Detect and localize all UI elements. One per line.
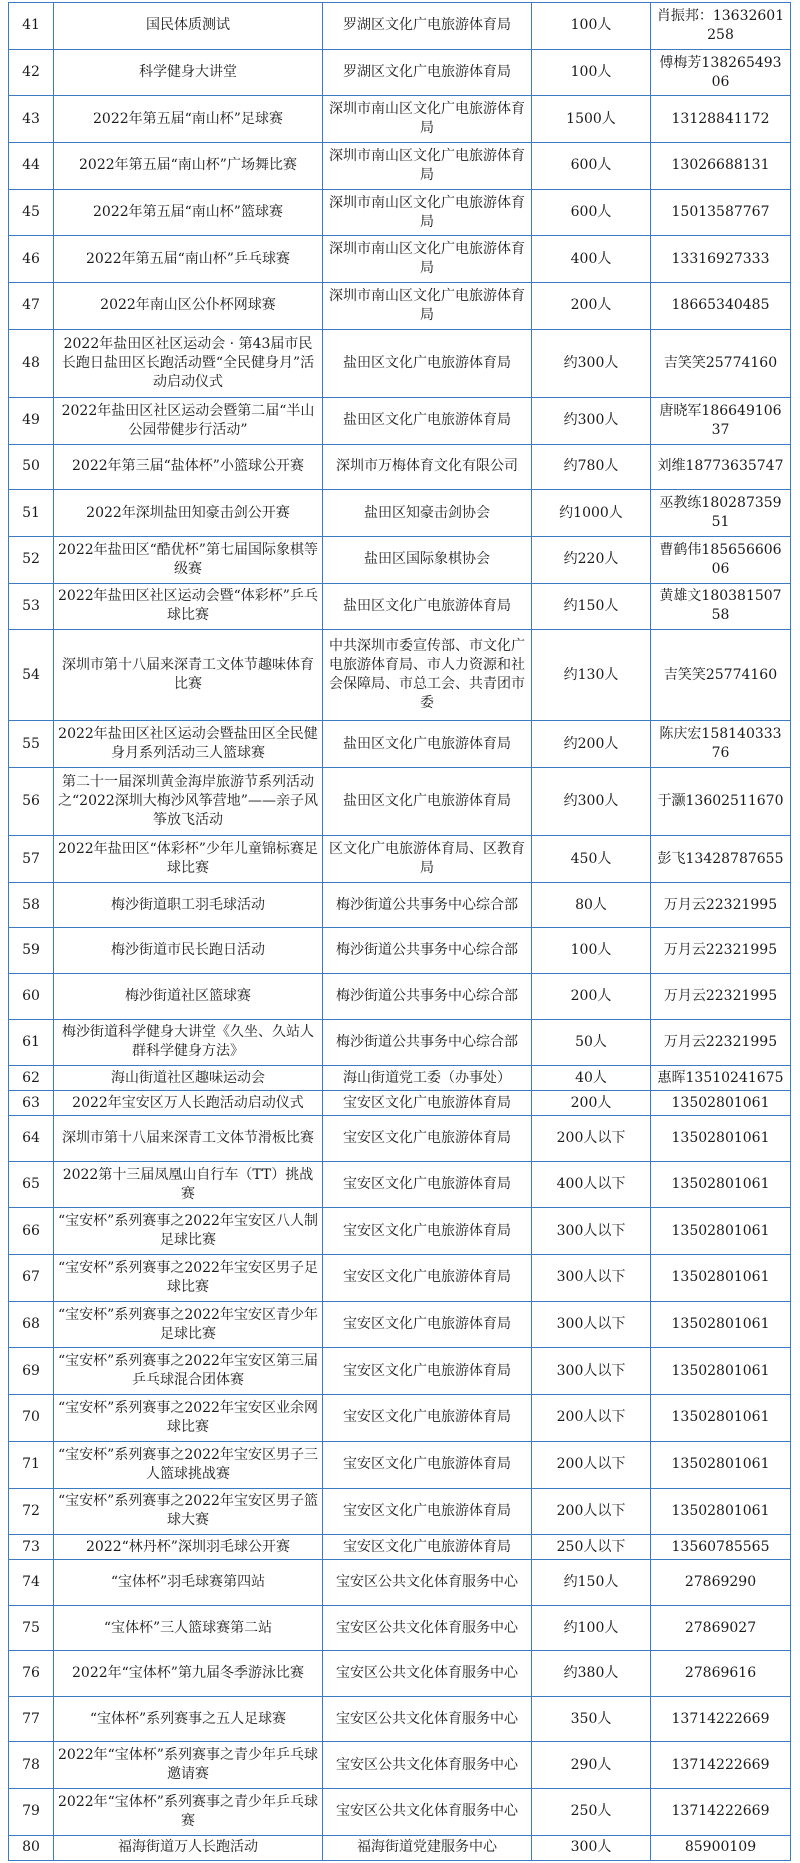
contact-info: 于灏13602511670 bbox=[651, 767, 791, 835]
participant-scale: 200人以下 bbox=[532, 1488, 651, 1535]
organizer: 盐田区文化广电旅游体育局 bbox=[323, 767, 532, 835]
organizer: 梅沙街道公共事务中心综合部 bbox=[323, 974, 532, 1020]
participant-scale: 约300人 bbox=[532, 767, 651, 835]
contact-info: 万月云22321995 bbox=[651, 1019, 791, 1066]
organizer: 宝安区公共文化体育服务中心 bbox=[323, 1696, 532, 1742]
organizer: 深圳市南山区文化广电旅游体育局 bbox=[323, 283, 532, 330]
table-row bbox=[9, 836, 791, 883]
participant-scale: 600人 bbox=[532, 189, 651, 236]
table-row bbox=[9, 3, 791, 50]
contact-info: 15013587767 bbox=[651, 189, 791, 236]
row-number: 54 bbox=[9, 630, 54, 721]
contact-info: 傅梅芳13826549306 bbox=[651, 49, 791, 96]
table-row bbox=[9, 882, 791, 928]
event-name: 2022年盐田区“酷优杯”第七届国际象棋等级赛 bbox=[54, 536, 323, 583]
event-name: 2022第十三届凤凰山自行车（TT）挑战赛 bbox=[54, 1161, 323, 1208]
organizer: 深圳市南山区文化广电旅游体育局 bbox=[323, 189, 532, 236]
participant-scale: 300人以下 bbox=[532, 1301, 651, 1348]
table-row bbox=[9, 630, 791, 721]
contact-info: 27869290 bbox=[651, 1560, 791, 1606]
contact-info: 陈庆宏15814033376 bbox=[651, 721, 791, 768]
table-row bbox=[9, 1301, 791, 1348]
participant-scale: 300人以下 bbox=[532, 1255, 651, 1302]
row-number: 44 bbox=[9, 143, 54, 190]
contact-info: 吉笑笑25774160 bbox=[651, 329, 791, 397]
organizer: 盐田区国际象棋协会 bbox=[323, 536, 532, 583]
participant-scale: 40人 bbox=[532, 1066, 651, 1091]
row-number: 43 bbox=[9, 96, 54, 143]
row-number: 46 bbox=[9, 236, 54, 283]
row-number: 65 bbox=[9, 1161, 54, 1208]
participant-scale: 300人以下 bbox=[532, 1348, 651, 1395]
contact-info: 13502801061 bbox=[651, 1255, 791, 1302]
contact-info: 彭飞13428787655 bbox=[651, 836, 791, 883]
participant-scale: 约380人 bbox=[532, 1651, 651, 1697]
row-number: 58 bbox=[9, 882, 54, 928]
participant-scale: 350人 bbox=[532, 1696, 651, 1742]
event-name: 2022“林丹杯”深圳羽毛球公开赛 bbox=[54, 1535, 323, 1560]
organizer: 罗湖区文化广电旅游体育局 bbox=[323, 3, 532, 50]
event-name: 海山街道社区趣味运动会 bbox=[54, 1066, 323, 1091]
organizer: 宝安区公共文化体育服务中心 bbox=[323, 1605, 532, 1651]
table-row bbox=[9, 1255, 791, 1302]
event-name: 2022年盐田区社区运动会暨第二届“半山公园带健步行活动” bbox=[54, 398, 323, 445]
row-number: 49 bbox=[9, 398, 54, 445]
participant-scale: 约130人 bbox=[532, 630, 651, 721]
row-number: 73 bbox=[9, 1535, 54, 1560]
participant-scale: 100人 bbox=[532, 49, 651, 96]
organizer: 宝安区文化广电旅游体育局 bbox=[323, 1116, 532, 1162]
event-name: 2022年“宝体杯”第九届冬季游泳比赛 bbox=[54, 1651, 323, 1697]
table-row bbox=[9, 1742, 791, 1789]
organizer: 宝安区文化广电旅游体育局 bbox=[323, 1161, 532, 1208]
organizer: 海山街道党工委（办事处） bbox=[323, 1066, 532, 1091]
row-number: 68 bbox=[9, 1301, 54, 1348]
participant-scale: 200人以下 bbox=[532, 1395, 651, 1442]
organizer: 盐田区文化广电旅游体育局 bbox=[323, 721, 532, 768]
organizer: 宝安区文化广电旅游体育局 bbox=[323, 1301, 532, 1348]
table-row bbox=[9, 1066, 791, 1091]
event-name: “宝安杯”系列赛事之2022年宝安区男子足球比赛 bbox=[54, 1255, 323, 1302]
participant-scale: 250人以下 bbox=[532, 1535, 651, 1560]
row-number: 71 bbox=[9, 1441, 54, 1488]
participant-scale: 400人以下 bbox=[532, 1161, 651, 1208]
row-number: 62 bbox=[9, 1066, 54, 1091]
organizer: 罗湖区文化广电旅游体育局 bbox=[323, 49, 532, 96]
participant-scale: 200人 bbox=[532, 283, 651, 330]
event-name: “宝体杯”系列赛事之五人足球赛 bbox=[54, 1696, 323, 1742]
participant-scale: 100人 bbox=[532, 928, 651, 974]
row-number: 66 bbox=[9, 1208, 54, 1255]
event-name: 2022年第五届“南山杯”广场舞比赛 bbox=[54, 143, 323, 190]
contact-info: 13502801061 bbox=[651, 1348, 791, 1395]
organizer: 宝安区文化广电旅游体育局 bbox=[323, 1255, 532, 1302]
contact-info: 18665340485 bbox=[651, 283, 791, 330]
contact-info: 唐晓军18664910637 bbox=[651, 398, 791, 445]
table-row bbox=[9, 444, 791, 490]
event-name: 2022年第三届“盐体杯”小篮球公开赛 bbox=[54, 444, 323, 490]
organizer: 区文化广电旅游体育局、区教育局 bbox=[323, 836, 532, 883]
contact-info: 肖振邦：13632601258 bbox=[651, 3, 791, 50]
contact-info: 巫教练18028735951 bbox=[651, 490, 791, 537]
organizer: 盐田区知豪击剑协会 bbox=[323, 490, 532, 537]
event-name: “宝安杯”系列赛事之2022年宝安区第三届乒乓球混合团体赛 bbox=[54, 1348, 323, 1395]
event-name: 国民体质测试 bbox=[54, 3, 323, 50]
participant-scale: 450人 bbox=[532, 836, 651, 883]
organizer: 福海街道党建服务中心 bbox=[323, 1835, 532, 1860]
table-row bbox=[9, 721, 791, 768]
table-row bbox=[9, 236, 791, 283]
participant-scale: 400人 bbox=[532, 236, 651, 283]
table-row bbox=[9, 1789, 791, 1836]
table-row bbox=[9, 398, 791, 445]
event-name: 深圳市第十八届来深青工文体节趣味体育比赛 bbox=[54, 630, 323, 721]
organizer: 宝安区文化广电旅游体育局 bbox=[323, 1535, 532, 1560]
participant-scale: 250人 bbox=[532, 1789, 651, 1836]
organizer: 宝安区文化广电旅游体育局 bbox=[323, 1488, 532, 1535]
table-row bbox=[9, 1835, 791, 1860]
organizer: 中共深圳市委宣传部、市文化广电旅游体育局、市人力资源和社会保障局、市总工会、共青团市委 bbox=[323, 630, 532, 721]
row-number: 77 bbox=[9, 1696, 54, 1742]
organizer: 宝安区文化广电旅游体育局 bbox=[323, 1208, 532, 1255]
organizer: 盐田区文化广电旅游体育局 bbox=[323, 398, 532, 445]
participant-scale: 50人 bbox=[532, 1019, 651, 1066]
contact-info: 曹鹤伟18565660606 bbox=[651, 536, 791, 583]
event-name: 科学健身大讲堂 bbox=[54, 49, 323, 96]
participant-scale: 600人 bbox=[532, 143, 651, 190]
organizer: 梅沙街道公共事务中心综合部 bbox=[323, 1019, 532, 1066]
contact-info: 13026688131 bbox=[651, 143, 791, 190]
participant-scale: 约200人 bbox=[532, 721, 651, 768]
event-name: 2022年盐田区“体彩杯”少年儿童锦标赛足球比赛 bbox=[54, 836, 323, 883]
row-number: 59 bbox=[9, 928, 54, 974]
row-number: 75 bbox=[9, 1605, 54, 1651]
event-name: 福海街道万人长跑活动 bbox=[54, 1835, 323, 1860]
event-name: “宝安杯”系列赛事之2022年宝安区青少年足球比赛 bbox=[54, 1301, 323, 1348]
contact-info: 13714222669 bbox=[651, 1789, 791, 1836]
participant-scale: 约150人 bbox=[532, 583, 651, 630]
table-row bbox=[9, 1348, 791, 1395]
event-name: 2022年盐田区社区运动会暨“体彩杯”乒乓球比赛 bbox=[54, 583, 323, 630]
participant-scale: 300人以下 bbox=[532, 1208, 651, 1255]
organizer: 盐田区文化广电旅游体育局 bbox=[323, 329, 532, 397]
event-name: “宝体杯”三人篮球赛第二站 bbox=[54, 1605, 323, 1651]
event-name: “宝体杯”羽毛球赛第四站 bbox=[54, 1560, 323, 1606]
table-row bbox=[9, 283, 791, 330]
table-row bbox=[9, 974, 791, 1020]
table-row bbox=[9, 1091, 791, 1116]
contact-info: 13502801061 bbox=[651, 1395, 791, 1442]
row-number: 74 bbox=[9, 1560, 54, 1606]
event-name: “宝安杯”系列赛事之2022年宝安区男子三人篮球挑战赛 bbox=[54, 1441, 323, 1488]
row-number: 48 bbox=[9, 329, 54, 397]
organizer: 宝安区文化广电旅游体育局 bbox=[323, 1091, 532, 1116]
row-number: 47 bbox=[9, 283, 54, 330]
participant-scale: 200人 bbox=[532, 1091, 651, 1116]
organizer: 深圳市南山区文化广电旅游体育局 bbox=[323, 236, 532, 283]
table-row bbox=[9, 928, 791, 974]
participant-scale: 200人以下 bbox=[532, 1441, 651, 1488]
organizer: 宝安区公共文化体育服务中心 bbox=[323, 1742, 532, 1789]
event-name: 2022年盐田区社区运动会 · 第43届市民长跑日盐田区长跑活动暨“全民健身月”活动启动仪式 bbox=[54, 329, 323, 397]
contact-info: 13714222669 bbox=[651, 1742, 791, 1789]
organizer: 深圳市万梅体育文化有限公司 bbox=[323, 444, 532, 490]
table-row bbox=[9, 1019, 791, 1066]
row-number: 55 bbox=[9, 721, 54, 768]
row-number: 78 bbox=[9, 1742, 54, 1789]
table-row bbox=[9, 96, 791, 143]
event-name: 2022年第五届“南山杯”足球赛 bbox=[54, 96, 323, 143]
table-row bbox=[9, 1605, 791, 1651]
participant-scale: 80人 bbox=[532, 882, 651, 928]
contact-info: 13714222669 bbox=[651, 1696, 791, 1742]
contact-info: 13502801061 bbox=[651, 1161, 791, 1208]
organizer: 宝安区文化广电旅游体育局 bbox=[323, 1441, 532, 1488]
table-row bbox=[9, 1208, 791, 1255]
participant-scale: 约100人 bbox=[532, 1605, 651, 1651]
organizer: 宝安区公共文化体育服务中心 bbox=[323, 1651, 532, 1697]
organizer: 宝安区公共文化体育服务中心 bbox=[323, 1789, 532, 1836]
participant-scale: 1500人 bbox=[532, 96, 651, 143]
event-name: 梅沙街道市民长跑日活动 bbox=[54, 928, 323, 974]
row-number: 80 bbox=[9, 1835, 54, 1860]
participant-scale: 约300人 bbox=[532, 329, 651, 397]
contact-info: 万月云22321995 bbox=[651, 928, 791, 974]
event-name: 梅沙街道科学健身大讲堂《久坐、久站人群科学健身方法》 bbox=[54, 1019, 323, 1066]
table-row bbox=[9, 329, 791, 397]
events-table bbox=[8, 2, 791, 1861]
row-number: 69 bbox=[9, 1348, 54, 1395]
contact-info: 13316927333 bbox=[651, 236, 791, 283]
event-name: 2022年第五届“南山杯”乒乓球赛 bbox=[54, 236, 323, 283]
table-row bbox=[9, 1161, 791, 1208]
table-row bbox=[9, 1696, 791, 1742]
contact-info: 13502801061 bbox=[651, 1301, 791, 1348]
row-number: 42 bbox=[9, 49, 54, 96]
participant-scale: 200人以下 bbox=[532, 1116, 651, 1162]
row-number: 51 bbox=[9, 490, 54, 537]
contact-info: 万月云22321995 bbox=[651, 882, 791, 928]
row-number: 64 bbox=[9, 1116, 54, 1162]
table-row bbox=[9, 490, 791, 537]
events-table-body bbox=[9, 3, 791, 1861]
event-name: 2022年“宝体杯”系列赛事之青少年乒乓球邀请赛 bbox=[54, 1742, 323, 1789]
row-number: 56 bbox=[9, 767, 54, 835]
event-name: 2022年第五届“南山杯”篮球赛 bbox=[54, 189, 323, 236]
contact-info: 85900109 bbox=[651, 1835, 791, 1860]
event-name: 梅沙街道社区篮球赛 bbox=[54, 974, 323, 1020]
contact-info: 万月云22321995 bbox=[651, 974, 791, 1020]
row-number: 57 bbox=[9, 836, 54, 883]
contact-info: 吉笑笑25774160 bbox=[651, 630, 791, 721]
event-name: 梅沙街道职工羽毛球活动 bbox=[54, 882, 323, 928]
organizer: 深圳市南山区文化广电旅游体育局 bbox=[323, 96, 532, 143]
organizer: 盐田区文化广电旅游体育局 bbox=[323, 583, 532, 630]
event-name: 深圳市第十八届来深青工文体节滑板比赛 bbox=[54, 1116, 323, 1162]
table-row bbox=[9, 1395, 791, 1442]
contact-info: 13502801061 bbox=[651, 1441, 791, 1488]
table-row bbox=[9, 1441, 791, 1488]
organizer: 宝安区文化广电旅游体育局 bbox=[323, 1395, 532, 1442]
table-row bbox=[9, 1651, 791, 1697]
participant-scale: 约780人 bbox=[532, 444, 651, 490]
organizer: 宝安区公共文化体育服务中心 bbox=[323, 1560, 532, 1606]
event-name: 2022年盐田区社区运动会暨盐田区全民健身月系列活动三人篮球赛 bbox=[54, 721, 323, 768]
event-name: 2022年南山区公仆杯网球赛 bbox=[54, 283, 323, 330]
organizer: 梅沙街道公共事务中心综合部 bbox=[323, 882, 532, 928]
contact-info: 刘维18773635747 bbox=[651, 444, 791, 490]
row-number: 72 bbox=[9, 1488, 54, 1535]
table-row bbox=[9, 143, 791, 190]
row-number: 67 bbox=[9, 1255, 54, 1302]
row-number: 53 bbox=[9, 583, 54, 630]
event-name: 2022年“宝体杯”系列赛事之青少年乒乓球赛 bbox=[54, 1789, 323, 1836]
row-number: 76 bbox=[9, 1651, 54, 1697]
table-row bbox=[9, 1116, 791, 1162]
row-number: 70 bbox=[9, 1395, 54, 1442]
contact-info: 13502801061 bbox=[651, 1116, 791, 1162]
row-number: 50 bbox=[9, 444, 54, 490]
participant-scale: 300人 bbox=[532, 1835, 651, 1860]
table-row bbox=[9, 1488, 791, 1535]
row-number: 79 bbox=[9, 1789, 54, 1836]
event-name: 第二十一届深圳黄金海岸旅游节系列活动之“2022深圳大梅沙风筝营地”——亲子风筝放飞活动 bbox=[54, 767, 323, 835]
row-number: 61 bbox=[9, 1019, 54, 1066]
organizer: 深圳市南山区文化广电旅游体育局 bbox=[323, 143, 532, 190]
event-name: 2022年深圳盐田知豪击剑公开赛 bbox=[54, 490, 323, 537]
contact-info: 13128841172 bbox=[651, 96, 791, 143]
event-name: “宝安杯”系列赛事之2022年宝安区业余网球比赛 bbox=[54, 1395, 323, 1442]
row-number: 60 bbox=[9, 974, 54, 1020]
participant-scale: 290人 bbox=[532, 1742, 651, 1789]
table-row bbox=[9, 189, 791, 236]
event-name: “宝安杯”系列赛事之2022年宝安区男子篮球大赛 bbox=[54, 1488, 323, 1535]
participant-scale: 约300人 bbox=[532, 398, 651, 445]
table-row bbox=[9, 1535, 791, 1560]
contact-info: 惠晖13510241675 bbox=[651, 1066, 791, 1091]
contact-info: 13560785565 bbox=[651, 1535, 791, 1560]
table-row bbox=[9, 583, 791, 630]
row-number: 63 bbox=[9, 1091, 54, 1116]
event-name: “宝安杯”系列赛事之2022年宝安区八人制足球比赛 bbox=[54, 1208, 323, 1255]
table-row bbox=[9, 767, 791, 835]
participant-scale: 约1000人 bbox=[532, 490, 651, 537]
contact-info: 27869616 bbox=[651, 1651, 791, 1697]
participant-scale: 100人 bbox=[532, 3, 651, 50]
row-number: 41 bbox=[9, 3, 54, 50]
participant-scale: 约220人 bbox=[532, 536, 651, 583]
event-name: 2022年宝安区万人长跑活动启动仪式 bbox=[54, 1091, 323, 1116]
participant-scale: 约150人 bbox=[532, 1560, 651, 1606]
contact-info: 13502801061 bbox=[651, 1208, 791, 1255]
organizer: 梅沙街道公共事务中心综合部 bbox=[323, 928, 532, 974]
contact-info: 黄雄文18038150758 bbox=[651, 583, 791, 630]
table-row bbox=[9, 536, 791, 583]
participant-scale: 200人 bbox=[532, 974, 651, 1020]
contact-info: 13502801061 bbox=[651, 1091, 791, 1116]
organizer: 宝安区文化广电旅游体育局 bbox=[323, 1348, 532, 1395]
contact-info: 27869027 bbox=[651, 1605, 791, 1651]
table-row bbox=[9, 1560, 791, 1606]
contact-info: 13502801061 bbox=[651, 1488, 791, 1535]
row-number: 52 bbox=[9, 536, 54, 583]
row-number: 45 bbox=[9, 189, 54, 236]
table-row bbox=[9, 49, 791, 96]
